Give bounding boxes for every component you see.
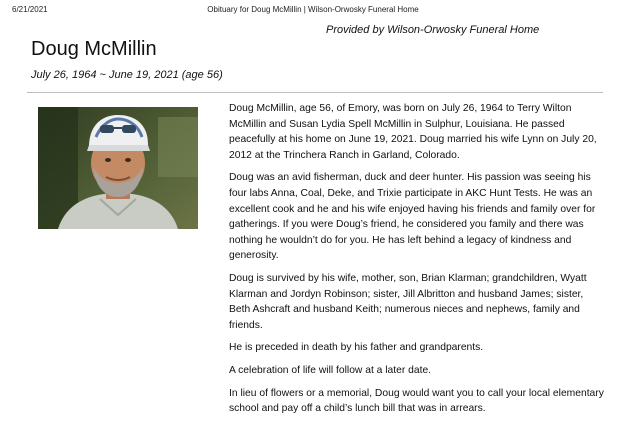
obituary-body (229, 101, 607, 424)
portrait-icon (38, 107, 198, 229)
obituary-paragraph-preceded: He is preceded in death by his father and grandparents. (229, 342, 484, 354)
obituary-paragraph-memorial: In lieu of flowers or a memorial, Doug would want you to call your local elementary school and pay off a child’s lunch bill that was in arrears. (229, 387, 604, 415)
obituary-paragraph-celebration: A celebration of life will follow at a later date. (229, 364, 432, 376)
print-page-title: Obituary for Doug McMillin | Wilson-Orwosky Funeral Home (207, 5, 419, 14)
divider (27, 92, 603, 93)
print-header (8, 4, 618, 16)
obituary-paragraph-biography: Doug McMillin, age 56, of Emory, was born on July 26, 1964 to Terry Wilton McMillin and Susan Lydia Spell McMillin in Sulphur, Louisiana. He passed peacefully at his home on June 19, 2021. Doug married his wife Lynn on July 20, 2012 at the Trinchera Ranch in Garland, Colorado. (229, 103, 597, 161)
obituary-paragraph-survivors: Doug is survived by his wife, mother, son, Brian Klarman; grandchildren, Wyatt Klarman and Jordyn Robinson; sister, Jill Albritton and husband James; sister, Beth Ashcraft and husband Keith; numerous nieces and nephews, family and friends. (229, 272, 587, 331)
print-date: 6/21/2021 (12, 5, 48, 14)
deceased-name: Doug McMillin (31, 38, 157, 60)
life-dates: July 26, 1964 ~ June 19, 2021 (age 56) (31, 69, 223, 81)
portrait-photo (38, 107, 198, 229)
provider-credit: Provided by Wilson-Orwosky Funeral Home (326, 24, 540, 36)
obituary-paragraph-interests: Doug was an avid fisherman, duck and deer hunter. His passion was seeing his four labs Anna, Coal, Deke, and Trixie participate in AKC Hunt Tests. He was an excellent cook and he and his wife enjoyed having his friends and family over for gatherings. If you were Doug’s friend, he considered you family and there was nothing he wouldn’t do for you. He has left behind a legacy of kindness and generosity. (229, 172, 596, 262)
